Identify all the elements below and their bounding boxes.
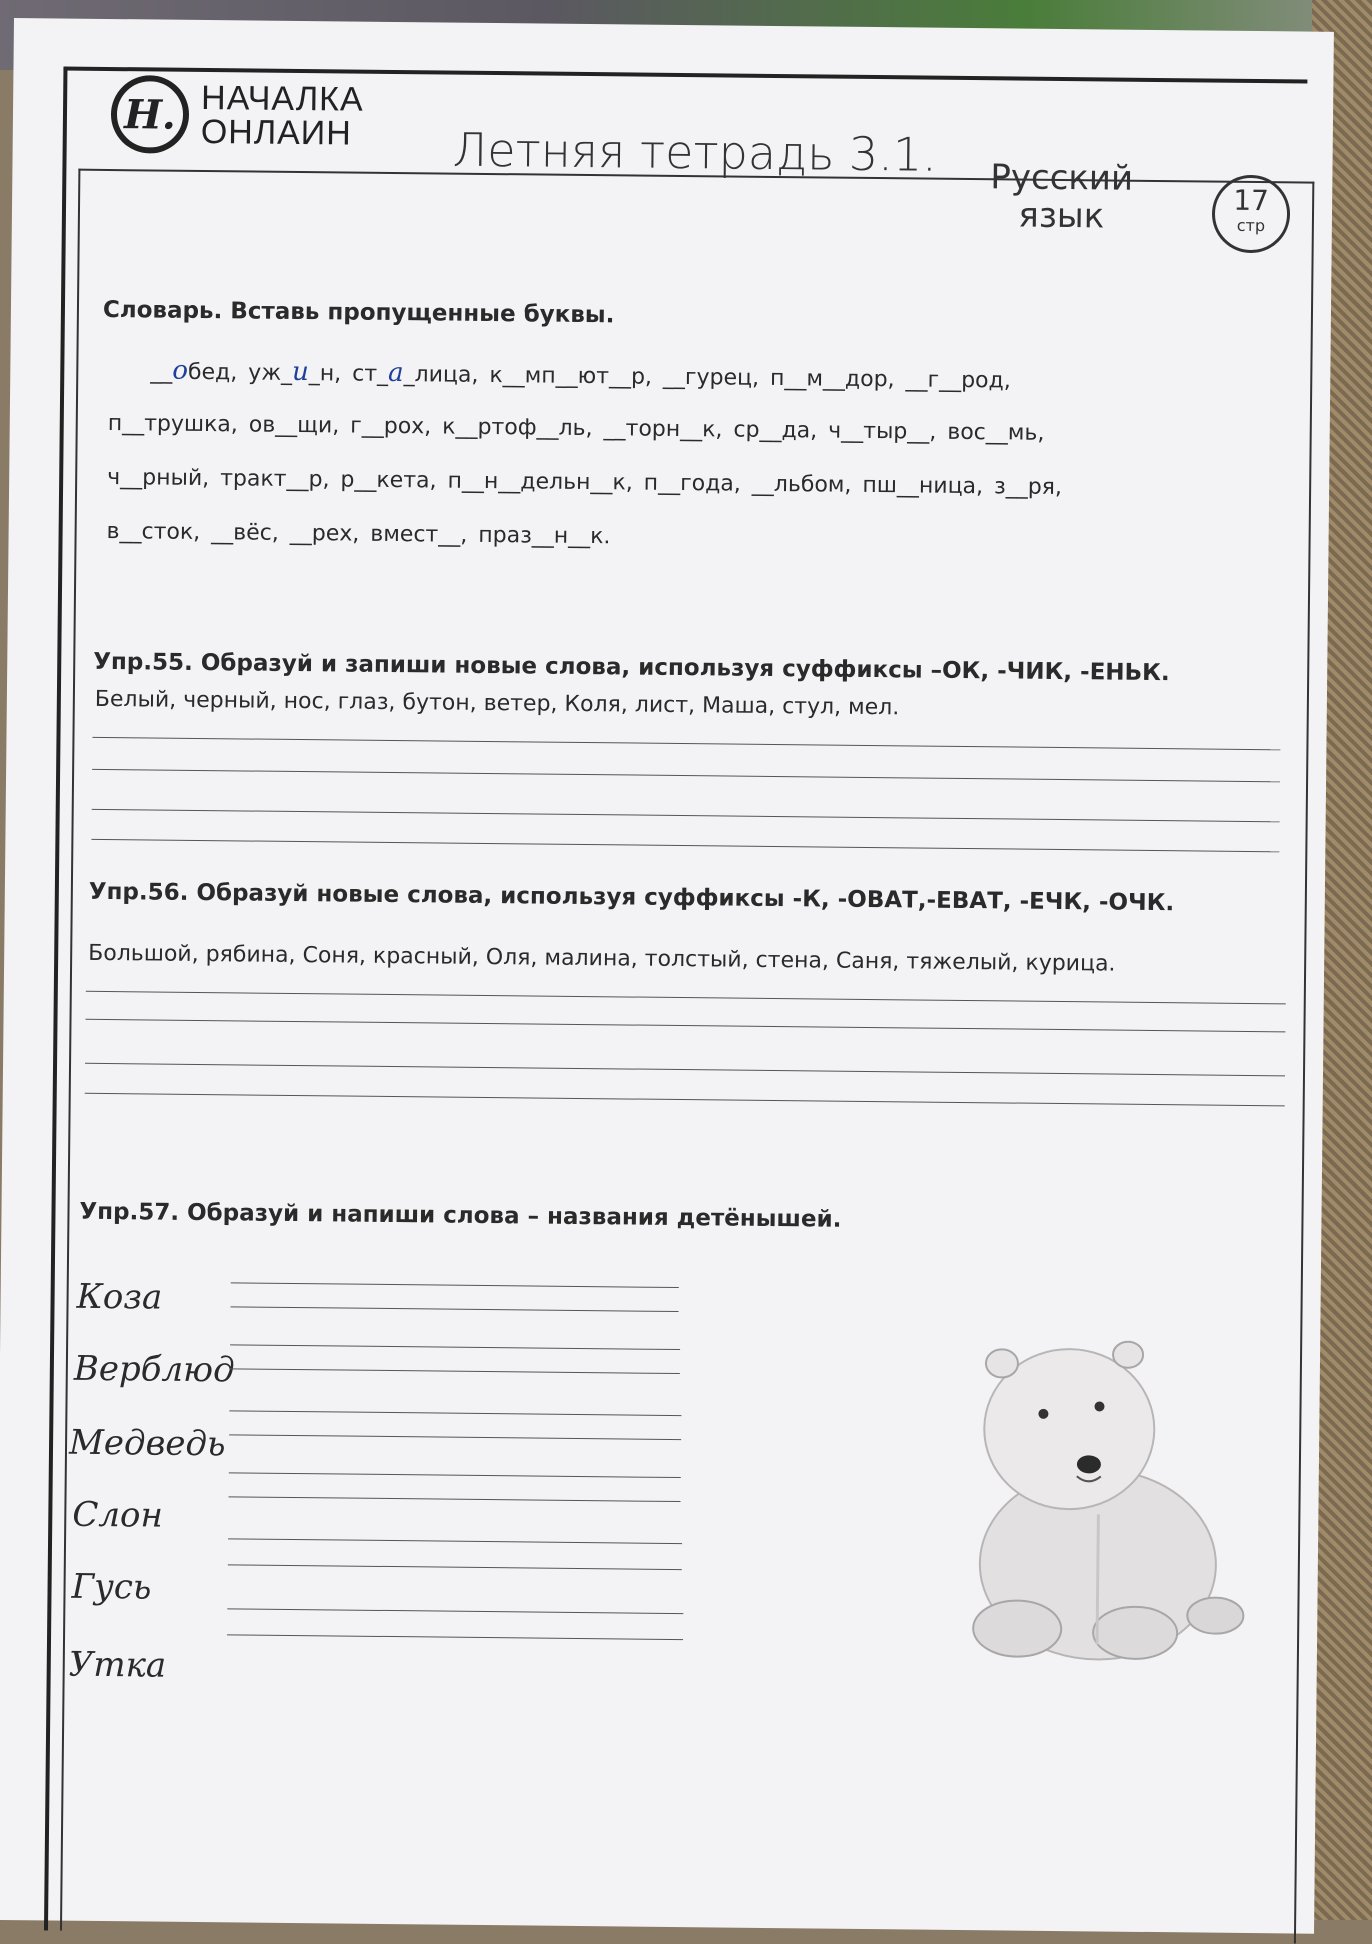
- ex55-heading: Упр.55. Образуй и запиши новые слова, используя суффиксы –ОК, -ЧИК, -ЕНЬК.: [93, 648, 1170, 687]
- subject-line2: язык: [1018, 195, 1105, 237]
- handwritten-answer: о: [172, 355, 189, 386]
- logo-text: [200, 78, 364, 153]
- page-number-badge: [1212, 175, 1291, 254]
- dictionary-heading: Словарь. Вставь пропущенные буквы.: [102, 296, 615, 329]
- dictionary-line-4: в__сток, __вёс, __рех, вмест__, праз__н__к.: [106, 518, 611, 550]
- animal-label: Медведь: [68, 1422, 226, 1465]
- ex55-words: Белый, черный, нос, глаз, бутон, ветер, Коля, лист, Маша, стул, мел.: [94, 686, 900, 721]
- animal-label: Слон: [72, 1494, 164, 1536]
- logo-line2: ОНЛАИН: [200, 112, 352, 153]
- animal-label: Утка: [68, 1644, 167, 1686]
- polar-bear-icon: [947, 1313, 1251, 1676]
- animal-label: Верблюд: [73, 1348, 235, 1391]
- ex56-heading: Упр.56. Образуй новые слова, используя суффиксы -К, -ОВАТ,-ЕВАТ, -ЕЧК, -ОЧК.: [88, 878, 1175, 917]
- dictionary-line-3: ч__рный, тракт__р, р__кета, п__н__дельн__к, п__года, __льбом, пш__ница, з__ря,: [107, 465, 1063, 500]
- subject-line1: Русский: [990, 157, 1134, 199]
- animal-label: Коза: [76, 1276, 163, 1318]
- handwritten-answer: а: [387, 357, 404, 389]
- dictionary-line-1: __обед, уж_и_н, ст_а_лица, к__мп__ют__р, __гурец, п__м__дор, __г__род,: [150, 355, 1011, 394]
- page-title: Летняя тетрадь 3.1.: [452, 122, 938, 182]
- page-number: 17: [1233, 183, 1270, 218]
- animal-label: Гусь: [71, 1566, 152, 1608]
- worksheet-page: [0, 18, 1334, 1934]
- ex57-heading: Упр.57. Образуй и напиши слова – названия детёнышей.: [79, 1198, 842, 1233]
- subject-label: [990, 158, 1134, 235]
- handwritten-answer: и: [291, 356, 310, 388]
- logo-line1: НАЧАЛКА: [200, 78, 364, 119]
- logo: [111, 75, 364, 156]
- dictionary-line-2: п__трушка, ов__щи, г__рох, к__ртоф__ль, __торн__к, ср__да, ч__тыр__, вос__мь,: [107, 411, 1045, 446]
- ex56-words: Большой, рябина, Соня, красный, Оля, малина, толстый, стена, Саня, тяжелый, курица.: [88, 940, 1116, 977]
- logo-mark: Н.: [111, 75, 190, 154]
- page-unit: стр: [1236, 215, 1266, 236]
